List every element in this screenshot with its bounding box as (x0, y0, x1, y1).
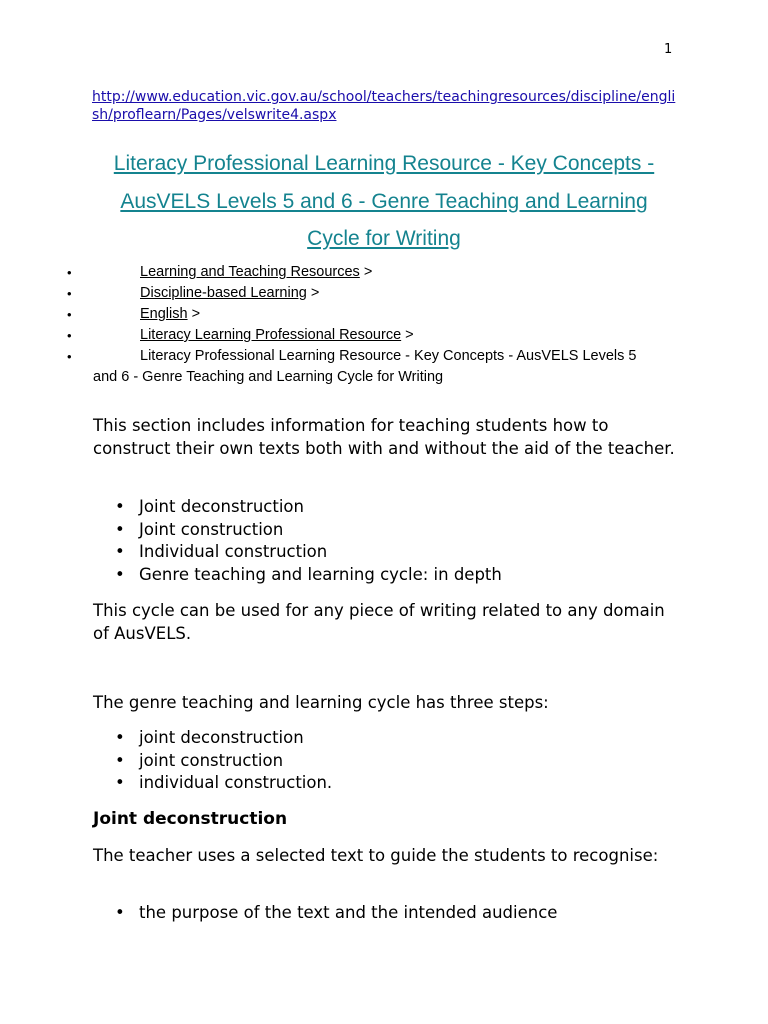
breadcrumb-link-learning-teaching-resources[interactable]: Learning and Teaching Resources (140, 264, 360, 280)
cycle-note-paragraph: This cycle can be used for any piece of writing related to any domain of AusVELS. (93, 601, 665, 643)
breadcrumb-link-discipline-based-learning[interactable]: Discipline-based Learning (140, 285, 307, 301)
steps-list (115, 727, 332, 795)
breadcrumb-separator: > (191, 306, 201, 322)
breadcrumb (65, 262, 685, 388)
section-heading-joint-deconstruction: Joint deconstruction (93, 809, 288, 829)
breadcrumb-item (65, 283, 685, 304)
page-title[interactable]: Literacy Professional Learning Resource - Key Concepts - AusVELS Levels 5 and 6 - Genre Teaching and Learning Cycle for Writing (113, 152, 655, 250)
breadcrumb-item (65, 304, 685, 325)
list-item: • joint deconstruction (115, 727, 332, 750)
breadcrumb-link-english[interactable]: English (140, 306, 188, 322)
list-item: • individual construction. (115, 772, 332, 795)
list-item: • Genre teaching and learning cycle: in depth (115, 564, 502, 587)
page-number: 1 (664, 42, 673, 57)
joint-deconstruction-paragraph: The teacher uses a selected text to guide the students to recognise: (93, 846, 659, 865)
source-url-link[interactable]: http://www.education.vic.gov.au/school/teachers/teachingresources/discipline/english/proflearn/Pages/velswrite4.aspx (92, 89, 676, 123)
list-item: • Joint construction (115, 519, 502, 542)
breadcrumb-separator: > (363, 264, 373, 280)
joint-deconstruction-points (115, 902, 557, 925)
list-item: • Joint deconstruction (115, 496, 502, 519)
breadcrumb-item (65, 325, 685, 346)
steps-intro-paragraph: The genre teaching and learning cycle has three steps: (93, 693, 549, 712)
breadcrumb-link-literacy-learning-professional-resource[interactable]: Literacy Learning Professional Resource (140, 327, 402, 343)
breadcrumb-current-line1: • Literacy Professional Learning Resource - Key Concepts - AusVELS Levels 5 (140, 348, 637, 364)
breadcrumb-current (65, 346, 685, 388)
list-item: • joint construction (115, 750, 332, 773)
contents-list (115, 496, 502, 586)
list-item: • Individual construction (115, 541, 502, 564)
breadcrumb-separator: > (405, 327, 414, 343)
list-item: • the purpose of the text and the intended audience (115, 902, 557, 925)
breadcrumb-separator: > (310, 285, 320, 301)
breadcrumb-item (65, 262, 685, 283)
intro-paragraph: This section includes information for teaching students how to construct their own texts both with and without the aid of the teacher. (93, 416, 675, 458)
breadcrumb-current-line2: and 6 - Genre Teaching and Learning Cycle for Writing (93, 369, 444, 385)
